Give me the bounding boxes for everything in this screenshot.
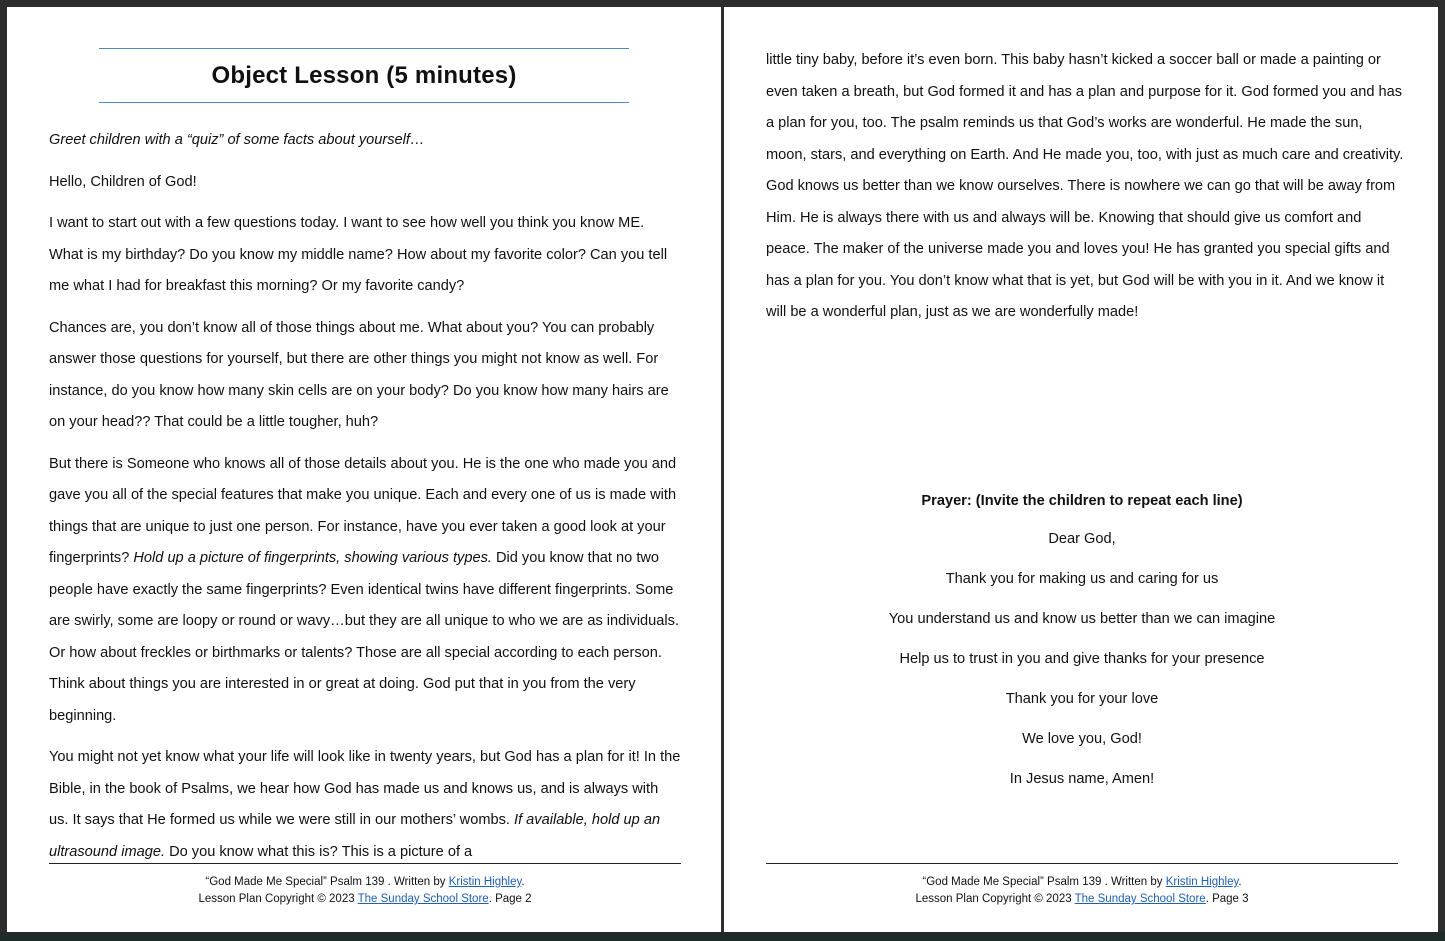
paragraph-plan-b: Do you know what this is? This is a picture of a [165,843,473,860]
paragraph-questions: I want to start out with a few questions today. I want to see how well you think you know ME. What is my birthday? Do you know my middle name? How about my favorite color? Can you tell me what I had for breakfast this morning? Or my favorite candy? [49,215,668,294]
prayer-line: Thank you for making us and caring for us [945,571,1219,587]
prayer-line: Dear God, [1048,531,1116,547]
fingerprints-instruction: Hold up a picture of fingerprints, showing various types. [133,550,492,566]
intro-instruction: Greet children with a “quiz” of some facts about yourself… [49,132,425,148]
page-number: . Page 2 [488,893,532,905]
viewer-bottom-bar [0,932,1445,941]
footer-line-2 [49,891,681,908]
lesson-body-continued [766,45,1406,329]
footer-copyright: Lesson Plan Copyright © 2023 [915,893,1075,905]
footer-credit: “God Made Me Special” Psalm 139 . Written by [922,876,1166,888]
paragraph-fingerprints-b: Did you know that no two people have exactly the same fingerprints? Even identical twins have different fingerprints. Some are swirly, some are loopy or round or wavy…but they are all unique to who we are as individuals. Or how about freckles or birthmarks or talents? Those are all special according to each person. Think about things you are interested in or great at doing. God put that in you from the very beginning. [49,550,680,724]
author-link[interactable]: Kristin Highley [448,876,522,888]
prayer-heading: Prayer: (Invite the children to repeat each line) [921,493,1243,509]
prayer-line: Thank you for your love [1005,691,1159,707]
paragraph-chances: Chances are, you don’t know all of those things about me. What about you? You can probably answer those questions for yourself, but there are other things you might not know as well. For instance, do you know how many skin cells are on your body? Do you know how many hairs are on your head?? That could be a little tougher, huh? [49,319,669,430]
store-link[interactable]: The Sunday School Store [1074,893,1206,905]
footer-credit: “God Made Me Special” Psalm 139 . Written by [205,876,449,888]
footer-copyright: Lesson Plan Copyright © 2023 [198,893,358,905]
footer-period: . [521,876,525,888]
paragraph-fingerprints [49,449,681,733]
footer-line-1 [766,874,1398,891]
title-rule-bottom [99,102,629,103]
title-block [99,48,629,103]
paragraph-plan [49,742,681,868]
greeting: Hello, Children of God! [49,173,197,190]
author-link[interactable]: Kristin Highley [1165,876,1239,888]
prayer-line: We love you, God! [1022,731,1142,747]
page-number: . Page 3 [1205,893,1249,905]
page-footer [49,874,681,908]
document-page-2 [7,7,721,932]
footer-period: . [1238,876,1242,888]
paragraph-fingerprints-a: But there is Someone who knows all of those details about you. He is the one who made you and gave you all of the special features that make you unique. Each and every one of us is made with things that are unique to just one person. For instance, have you ever taken a good look at your fingerprints? [49,455,677,566]
prayer-line: Help us to trust in you and give thanks for your presence [899,651,1265,667]
prayer-line: You understand us and know us better than we can imagine [888,611,1276,627]
footer-rule [766,863,1398,864]
page-footer [766,874,1398,908]
footer-line-1 [49,874,681,891]
footer-rule [49,863,681,864]
footer-line-2 [766,891,1398,908]
ultrasound-instruction: If available, hold up an ultrasound image. [49,812,661,860]
page-title: Object Lesson (5 minutes) [211,62,517,89]
lesson-body [49,125,681,878]
paragraph-continued: little tiny baby, before it’s even born. This baby hasn’t kicked a soccer ball or made a painting or even taken a breath, but God formed it and has a plan and purpose for it. God formed you and has a plan for you, too. The psalm reminds us that God’s works are wonderful. He made the sun, moon, stars, and everything on Earth. And He made you, too, with just as much care and creativity. God knows us better than we know ourselves. There is nowhere we can go that will be away from Him. He is always there with us and always will be. Knowing that should give us comfort and peace. The maker of the universe made you and loves you! He has granted you special gifts and has a plan for you. You don’t know what that is yet, but God will be with you in it. And we know it will be a wonderful plan, just as we are wonderfully made! [766,52,1404,320]
paragraph-plan-a: You might not yet know what your life will look like in twenty years, but God has a plan for it! In the Bible, in the book of Psalms, we hear how God has made us and knows us, and is always with us. It says that He formed us while we were still in our mothers’ wombs. [49,749,681,828]
prayer-line: In Jesus name, Amen! [1009,771,1155,787]
document-page-3 [724,7,1438,932]
prayer-section [766,493,1398,810]
store-link[interactable]: The Sunday School Store [357,893,489,905]
